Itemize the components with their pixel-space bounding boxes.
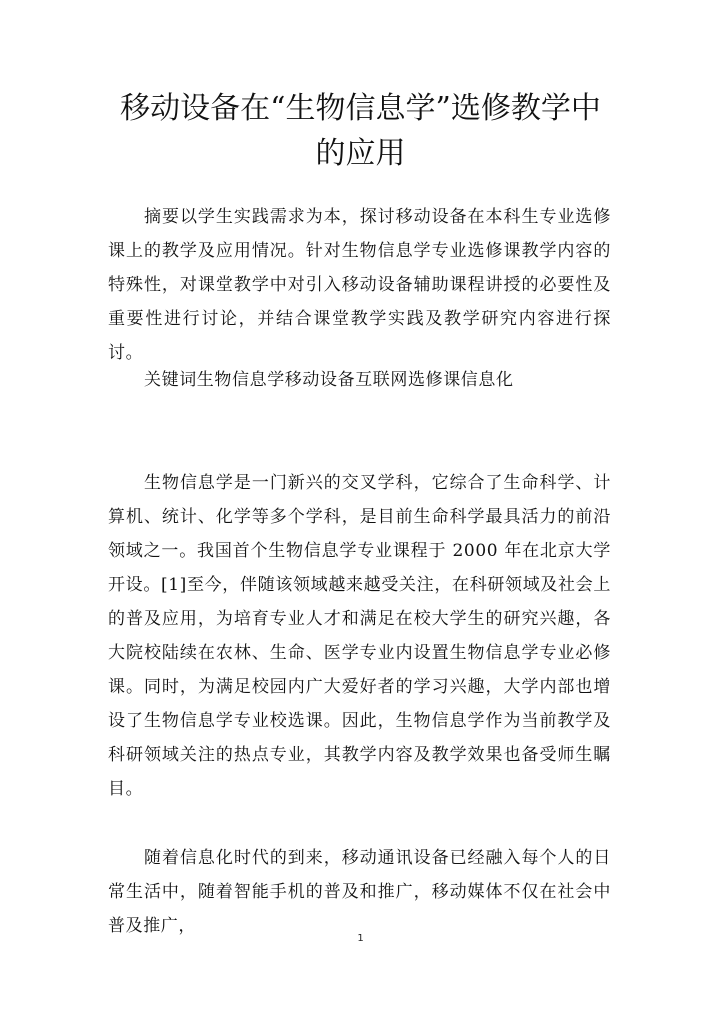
document-title: 移动设备在“生物信息学”选修教学中的应用 [120,91,601,171]
mobile-paragraph: 随着信息化时代的到来，移动通讯设备已经融入每个人的日常生活中，随着智能手机的普及和推广，移动媒体不仅在社会中普及推广， [108,848,611,936]
page-number: 1 [357,933,364,944]
intro-paragraph: 生物信息学是一门新兴的交叉学科，它综合了生命科学、计算机、统计、化学等多个学科，是目前生命科学最具活力的前沿领域之一。我国首个生物信息学专业课程于 2000 年在北京大学开设。[1]至今，伴随该领域越来越受关注，在科研领域及社会上的普及应用，为培育专业人才和满足在校大学生的研究兴趣，各大院校陆续在农林、生命、医学专业内设置生物信息学专业必修课。同时，为满足校园内广大爱好者的学习兴趣，大学内部也增设了生物信息学专业校选课。因此，生物信息学作为当前教学及科研领域关注的热点专业，其教学内容及教学效果也备受师生瞩目。 [108,473,611,799]
abstract-paragraph: 摘要以学生实践需求为本，探讨移动设备在本科生专业选修课上的教学及应用情况。针对生物信息学专业选修课教学内容的特殊性，对课堂教学中对引入移动设备辅助课程讲授的必要性及重要性进行讨论，并结合课堂教学实践及教学研究内容进行探讨。 [108,207,611,363]
keywords-paragraph: 关键词生物信息学移动设备互联网选修课信息化 [144,370,514,390]
